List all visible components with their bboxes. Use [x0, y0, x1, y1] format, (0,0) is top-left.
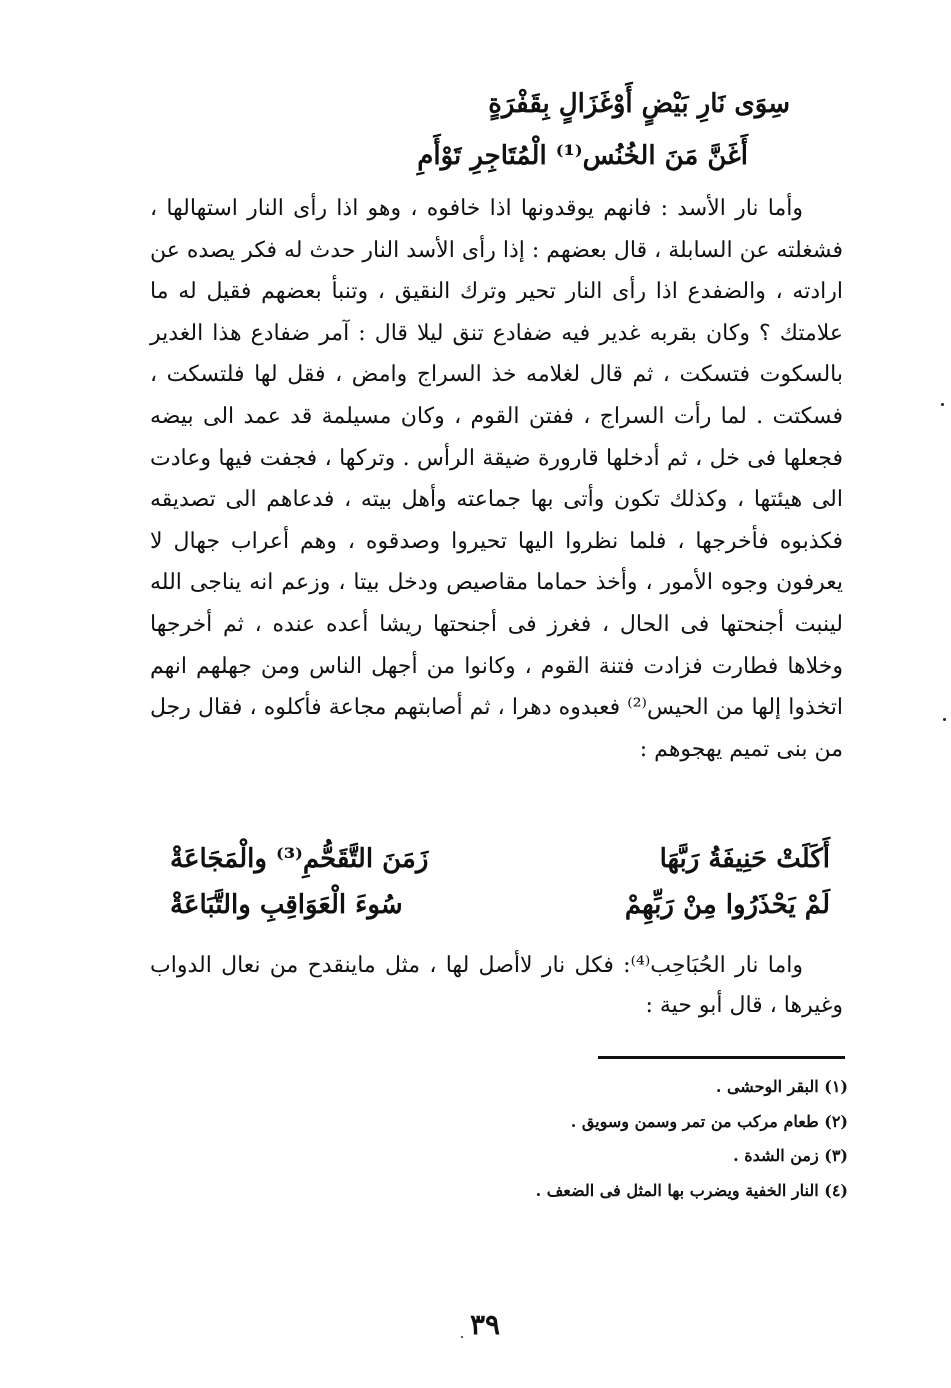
verse-line-2: أَغَنَّ مَنَ الخُنُس⁽¹⁾ الْمُتَاجِرِ تَوْأَمِ — [417, 141, 748, 171]
poem-block — [170, 836, 830, 928]
poem-line-1-first-hemistich: أَكَلَتْ حَنِيفَةُ رَبَّهَا — [659, 844, 830, 874]
secondary-prose — [150, 946, 843, 1026]
prose-paragraph-2: واما نار الحُبَاحِب⁽⁴⁾: فكل نار لاأصل لها ، مثل ماينقدح من نعال الدواب وغيرها ، قال أبو حية : — [150, 953, 843, 1018]
poem-line-2 — [170, 882, 830, 928]
footnotes — [300, 1070, 848, 1208]
opening-verse — [150, 78, 790, 182]
poem-line-2-first-hemistich: لَمْ يَحْذَرُوا مِنْ رَبِّهِمْ — [624, 890, 830, 920]
footnote-4: (٤) النار الخفية ويضرب بها المثل فى الضعف . — [535, 1180, 848, 1200]
prose-paragraph-1: وأما نار الأسد : فانهم يوقدونها اذا خافوه ، وهو اذا رأى النار استهالها ، فشغلته عن السابلة ، قال بعضهم : إذا رأى الأسد النار حدث له فكر يصده عن ارادته ، والضفدع اذا رأى النار تحير وترك النقيق ، وتنبأ بعضهم فقيل له ما علامتك ؟ وكان بقربه غدير فيه ضفادع تنق ليلا قال : آمر ضفادع هذا الغدير بالسكوت فتسكت ، ثم قال لغلامه خذ السراج وامض ، فقل لها فلتسكت ، فسكتت . لما رأت السراج ، ففتن القوم ، وكان مسيلمة قد عمد الى بيضه فجعلها فى خل ، ثم أدخلها قارورة ضيقة الرأس . وتركها ، فجفت فيها وعادت الى هيئتها ، وكذلك تكون وأتى بها جماعته وأهل بيته ، فدعاهم الى تصديقه فكذبوه فأخرجها ، فلما نظروا اليها تحيروا وصدقوه ، وهم أعراب جهال لا يعرفون وجوه الأمور ، وأخذ حماما مقاصيص ودخل بيتا ، وزعم انه يناجى الله لينبت أجنحتها فى الحال ، فغرز فى أجنحتها ريشا أعده عنده ، ثم أخرجها وخلاها فطارت فزادت فتنة القوم ، وكانوا من أجهل الناس ومن جهلهم انهم اتخذوا إلها من الحيس⁽²⁾ فعبدوه دهرا ، ثم أصابتهم مجاعة فأكلوه ، فقال رجل من بنى تميم يهجوهم : — [150, 196, 844, 762]
poem-line-1-second-hemistich: زَمَنَ التَّقَحُّمِ⁽³⁾ والْمَجَاعَةْ — [170, 844, 429, 874]
poem-line-2-second-hemistich: سُوءَ الْعَوَاقِبِ والتَّبَاعَةْ — [170, 890, 403, 920]
verse-line-1: سِوَى نَارِ بَيْضٍ أَوْغَزَالٍ بِقَفْرَةٍ — [488, 89, 790, 119]
footnote-2: (٢) طعام مركب من تمر وسمن وسويق . — [570, 1111, 848, 1131]
footnote-divider — [598, 1056, 845, 1059]
scan-speck — [461, 1336, 463, 1338]
page-number: ٣٩ — [469, 1308, 501, 1341]
footnote-3: (٣) زمن الشدة . — [733, 1146, 848, 1165]
scan-speck — [943, 718, 946, 721]
poem-line-1 — [170, 836, 830, 882]
main-prose — [150, 188, 843, 770]
footnote-1: (١) البقر الوحشى . — [715, 1077, 848, 1096]
scan-speck — [941, 403, 944, 406]
